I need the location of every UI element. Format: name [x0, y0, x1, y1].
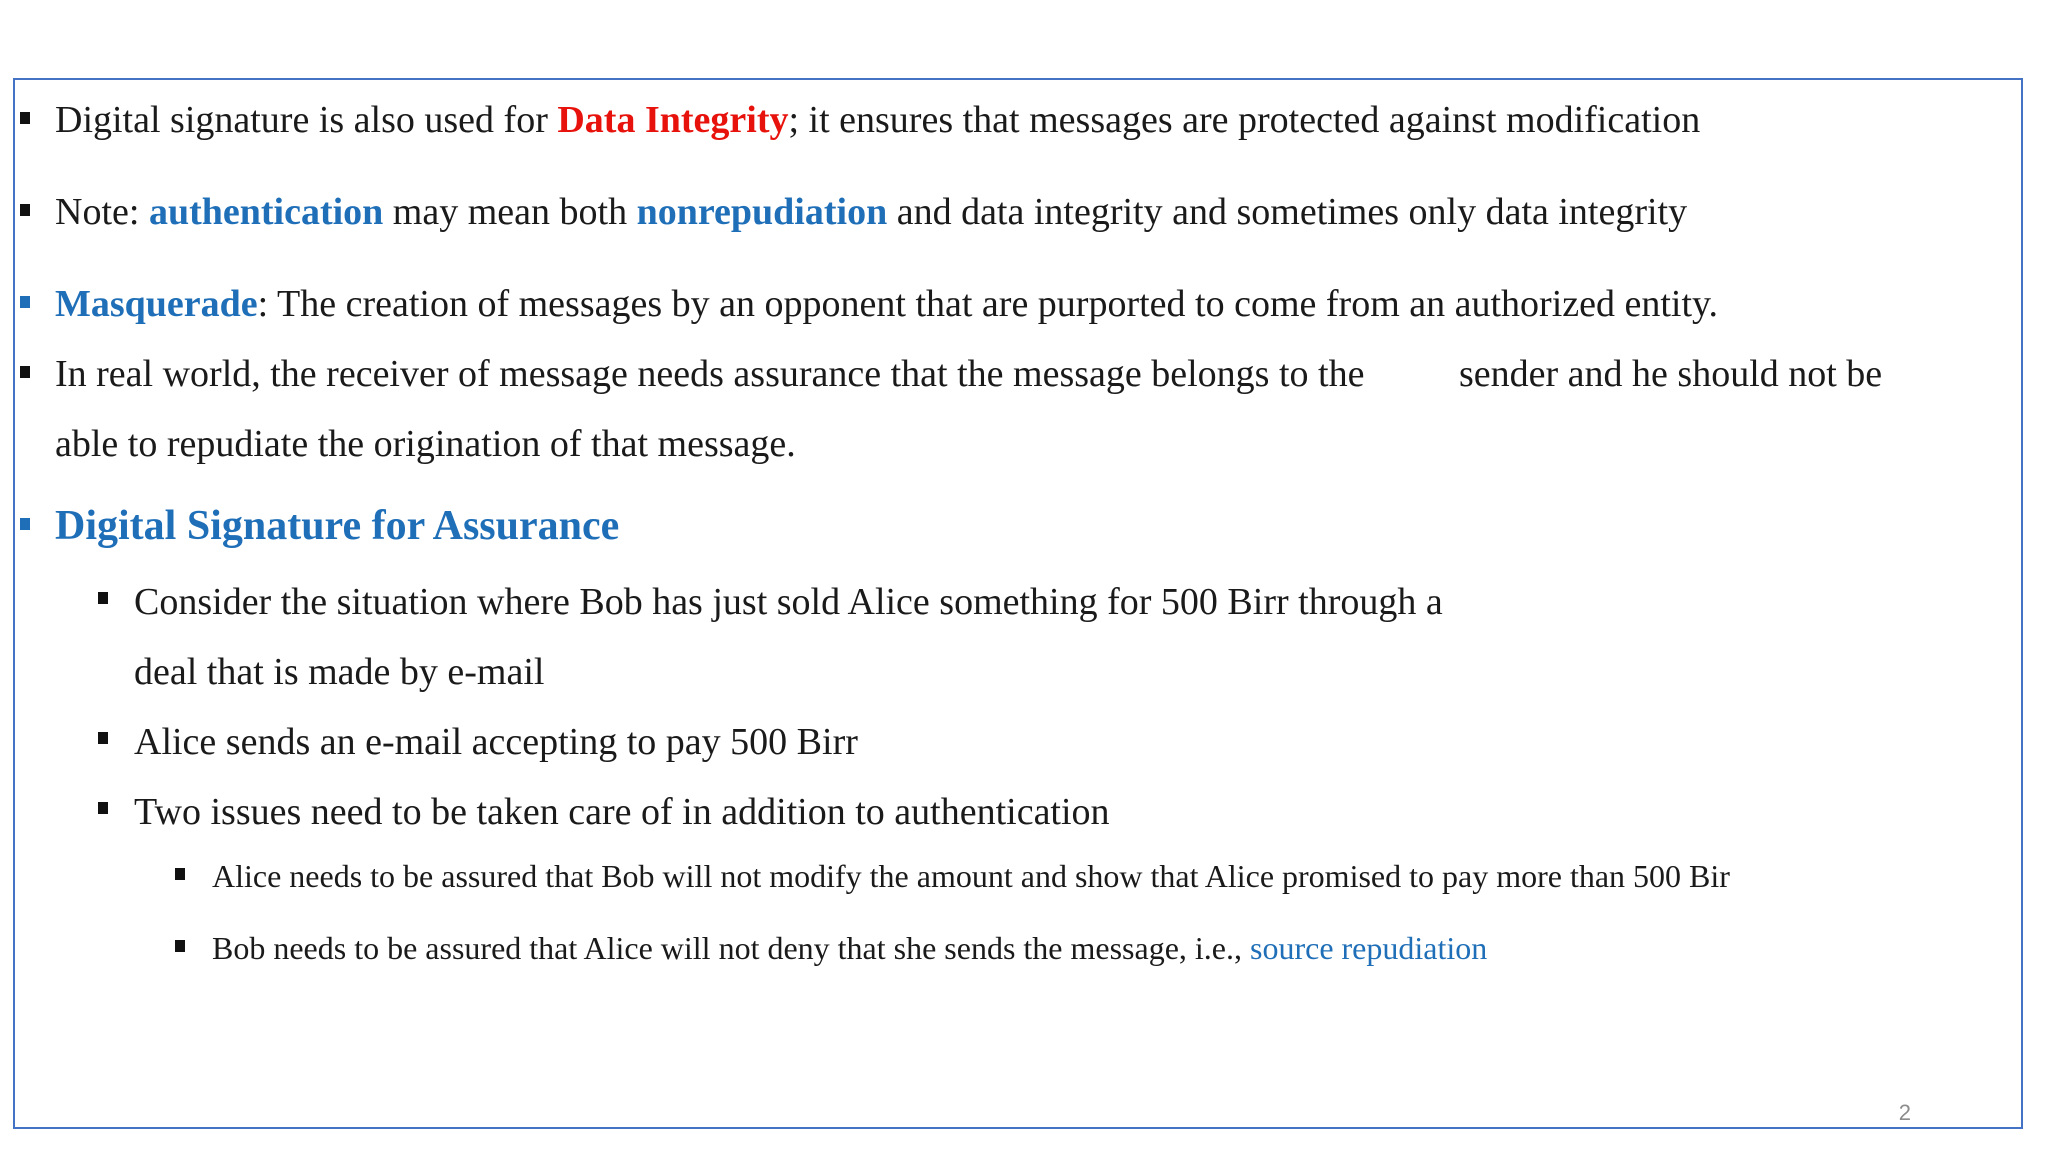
sub-bullet-situation-line1: Consider the situation where Bob has just sold Alice something for 500 Birr through a — [134, 581, 1443, 623]
sub-sub-bullet-alice-assured: Alice needs to be assured that Bob will not modify the amount and show that Alice promised to pay more than 500 Bir — [212, 858, 1730, 894]
bullet-note — [55, 190, 1687, 234]
bullet-marker — [20, 204, 30, 216]
bullet-marker — [20, 112, 30, 124]
bullet-text: Note: — [55, 191, 149, 233]
sub-bullet-marker — [98, 592, 108, 604]
bullet-text: Bob needs to be assured that Alice will not deny that she sends the message, i.e., — [212, 930, 1250, 966]
sub-bullet-two-issues: Two issues need to be taken care of in addition to authentication — [134, 791, 1110, 833]
bullet-text: ; it ensures that messages are protected against modification — [788, 99, 1701, 141]
sub-bullet-marker — [98, 732, 108, 744]
bullet-real-world-line1b: sender and he should not be — [1459, 353, 1883, 395]
bullet-real-world-line2: able to repudiate the origination of that message. — [55, 423, 796, 465]
sub-bullet-alice-pays: Alice sends an e-mail accepting to pay 500 Birr — [134, 721, 858, 763]
bullet-text: and data integrity and sometimes only data integrity — [887, 191, 1688, 233]
sub-sub-bullet-bob-assured — [212, 930, 1487, 967]
bullet-text: : The creation of messages by an opponent that are purported to come from an authorized entity. — [257, 283, 1719, 325]
bullet-masquerade — [55, 282, 1718, 326]
data-integrity-highlight: Data Integrity — [557, 99, 789, 141]
bullet-text: Digital signature is also used for — [55, 99, 558, 141]
bullet-data-integrity — [55, 98, 1700, 142]
source-repudiation-highlight: source repudiation — [1250, 930, 1488, 966]
nonrepudiation-highlight: nonrepudiation — [636, 191, 888, 233]
bullet-text: may mean both — [383, 191, 637, 233]
section-heading: Digital Signature for Assurance — [55, 503, 620, 549]
sub-sub-bullet-marker — [175, 940, 185, 952]
sub-bullet-marker — [98, 802, 108, 814]
slide-frame — [13, 78, 2023, 1129]
masquerade-highlight: Masquerade — [55, 283, 258, 325]
page-number: 2 — [1898, 1100, 1911, 1125]
sub-bullet-situation-line2: deal that is made by e-mail — [134, 651, 545, 693]
bullet-marker — [20, 296, 30, 308]
bullet-marker — [20, 518, 30, 530]
sub-sub-bullet-marker — [175, 868, 185, 880]
bullet-real-world-line1a: In real world, the receiver of message needs assurance that the message belongs to the — [55, 353, 1365, 395]
authentication-highlight: authentication — [148, 191, 384, 233]
bullet-marker — [20, 366, 30, 378]
